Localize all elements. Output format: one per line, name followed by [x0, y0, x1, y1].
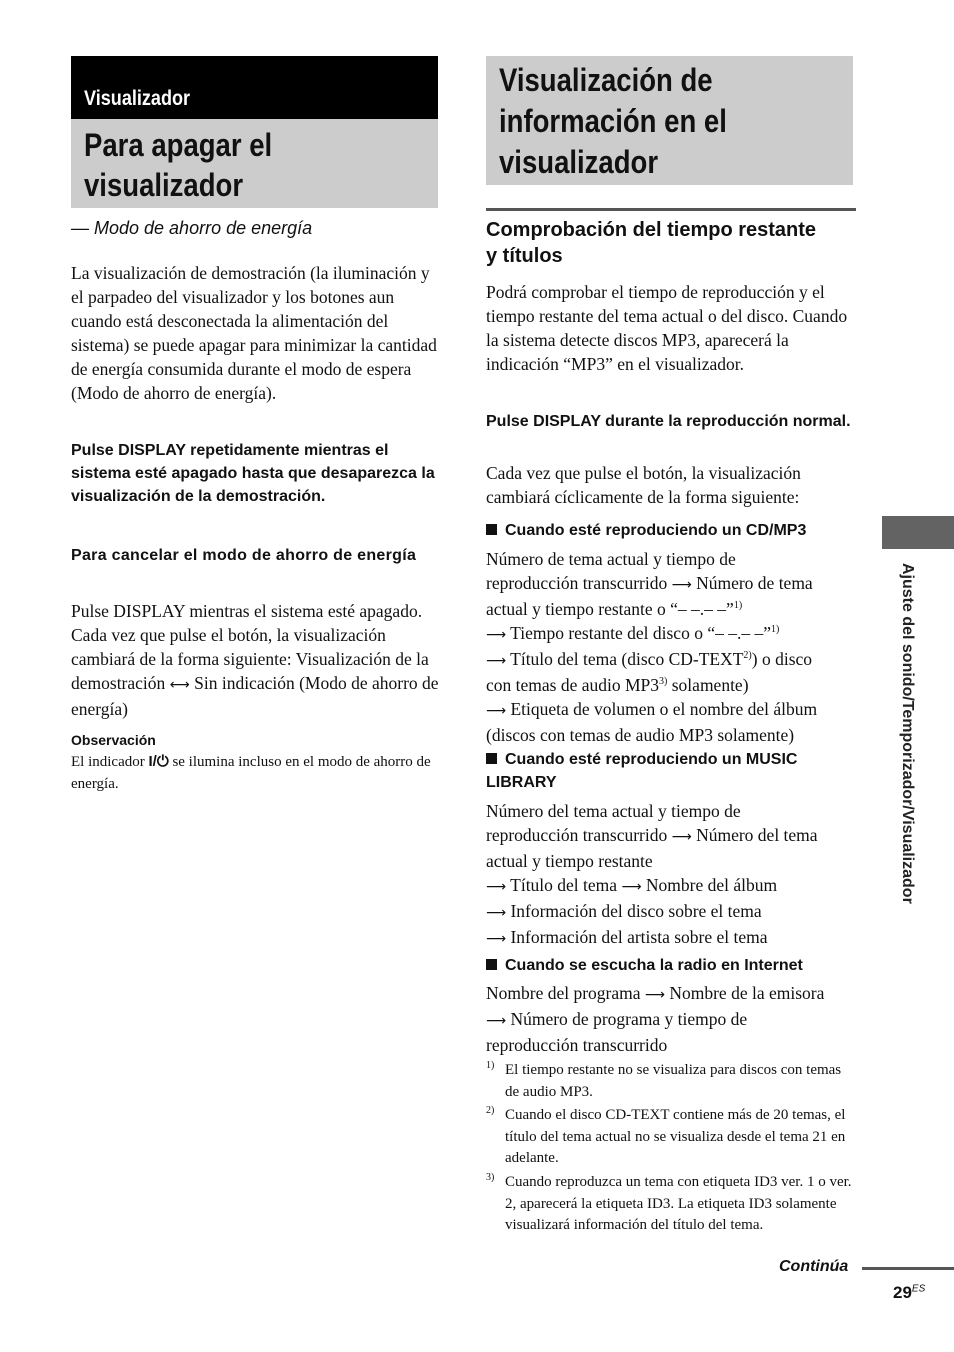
arrow-icon: ⟶ [486, 1013, 507, 1029]
cd-list [486, 547, 866, 747]
cd-line-6: con temas de audio MP3$^{3)}$ solamente) [486, 675, 749, 695]
cd-line-4: ⟶ Tiempo restante del disco o “– –.– –”$^{1)}$ [486, 623, 780, 643]
section-label-bar [71, 56, 438, 119]
left-intro: La visualización de demostración (la iluminación y el parpadeo del visualizador y los botones aun cuando está desconectada la alimentación del sistema) se puede apagar para minimizar la cantidad de energía consumida durante el modo de espera (Modo de ahorro de energía). [71, 263, 437, 403]
cd-heading [486, 519, 806, 542]
cancel-text-2b: Sin indicación (Modo de ahorro de energía) [71, 673, 439, 719]
arrow-icon: ⟶ [486, 931, 507, 947]
arrow-icon: ⟶ [671, 829, 692, 845]
left-instruction: Pulse DISPLAY repetidamente mientras el sistema esté apagado hasta que desaparezca la visualización de la demostración. [71, 442, 435, 505]
section-rule [486, 208, 856, 211]
ml-line-6: ⟶ Información del artista sobre el tema [486, 927, 768, 947]
right-title: Visualización de información en el visualizador [499, 62, 727, 180]
arrow-icon: ⟶ [644, 987, 665, 1003]
ml-line-1: Número del tema actual y tiempo de [486, 801, 741, 821]
cd-line-2: reproducción transcurrido ⟶ Número de tema [486, 573, 813, 593]
ml-line-2: reproducción transcurrido ⟶ Número del tema [486, 825, 818, 845]
right-instruction: Pulse DISPLAY durante la reproducción normal. [486, 413, 851, 430]
radio-line-3: reproducción transcurrido [486, 1035, 668, 1055]
power-icon: I/⏻ [148, 753, 169, 770]
ml-heading: Cuando esté reproduciendo un MUSIC LIBRARY [486, 751, 798, 791]
arrow-icon: ⟶ [486, 879, 507, 895]
left-title: Para apagar el visualizador [84, 127, 273, 203]
cancel-text-1: Pulse DISPLAY mientras el sistema esté apagado. Cada vez que pulse el botón, la visualización cambiará de la forma siguiente: [71, 601, 423, 669]
arrow-icon: ⟶ [486, 627, 507, 643]
cd-line-8: (discos con temas de audio MP3 solamente) [486, 725, 795, 745]
ml-line-5: ⟶ Información del disco sobre el tema [486, 901, 762, 921]
note-text-a: El indicador [71, 754, 145, 770]
ml-line-3: actual y tiempo restante [486, 851, 653, 871]
left-subtitle: — Modo de ahorro de energía [71, 218, 313, 238]
note-heading: Observación [71, 732, 156, 748]
square-bullet-icon [486, 959, 497, 970]
continua-label: Continúa [779, 1258, 849, 1275]
arrow-icon: ⟶ [486, 703, 507, 719]
ml-line-4: ⟶ Título del tema ⟶ Nombre del álbum [486, 875, 778, 895]
square-bullet-icon [486, 524, 497, 535]
left-title-box [71, 119, 438, 208]
section-label: Visualizador [84, 87, 191, 110]
side-tab [882, 516, 954, 549]
continua-rule [862, 1267, 954, 1270]
cancel-text [71, 599, 443, 721]
right-intro: Podrá comprobar el tiempo de reproducción y el tiempo restante del tema actual o del disco. Cuando la sistema detecte discos MP3, aparecerá la indicación “MP3” en el visualizador. [486, 282, 848, 374]
right-title-box [486, 56, 853, 185]
arrow-icon: ⟶ [486, 905, 507, 921]
cd-line-5: ⟶ Título del tema (disco CD-TEXT$^{2)}$) o disco [486, 649, 813, 669]
right-instruction-text: Cada vez que pulse el botón, la visualización cambiará cíclicamente de la forma siguiente: [486, 463, 801, 507]
arrow-icon: ⟶ [671, 577, 692, 593]
double-arrow-icon: ⟷ [169, 677, 190, 693]
cd-heading-text: Cuando esté reproduciendo un CD/MP3 [505, 522, 807, 539]
cd-line-7: ⟶ Etiqueta de volumen o el nombre del álbum [486, 699, 818, 719]
section-heading: Comprobación del tiempo restante y títulos [486, 219, 817, 267]
radio-line-2: ⟶ Número de programa y tiempo de [486, 1009, 748, 1029]
page-number: $29^{ES}$ [893, 1283, 926, 1302]
radio-line-1: Nombre del programa ⟶ Nombre de la emisora [486, 983, 825, 1003]
arrow-icon: ⟶ [486, 653, 507, 669]
note-text-b: se ilumina incluso en el modo de ahorro de energía. [71, 754, 431, 792]
cd-line-1: Número de tema actual y tiempo de [486, 549, 736, 569]
cd-line-3: actual y tiempo restante o “– –.– –”$^{1)}$ [486, 599, 743, 619]
cancel-text-2a: Visualización de la demostración [71, 649, 429, 693]
radio-list [486, 981, 866, 1057]
square-bullet-icon [486, 753, 497, 764]
ml-list [486, 799, 866, 951]
cancel-heading: Para cancelar el modo de ahorro de energía [71, 547, 417, 564]
side-tab-label: Ajuste del sonido/Temporizador/Visualizador [899, 563, 916, 904]
arrow-icon: ⟶ [621, 879, 642, 895]
note-text [71, 751, 431, 795]
radio-heading: Cuando se escucha la radio en Internet [486, 954, 803, 977]
